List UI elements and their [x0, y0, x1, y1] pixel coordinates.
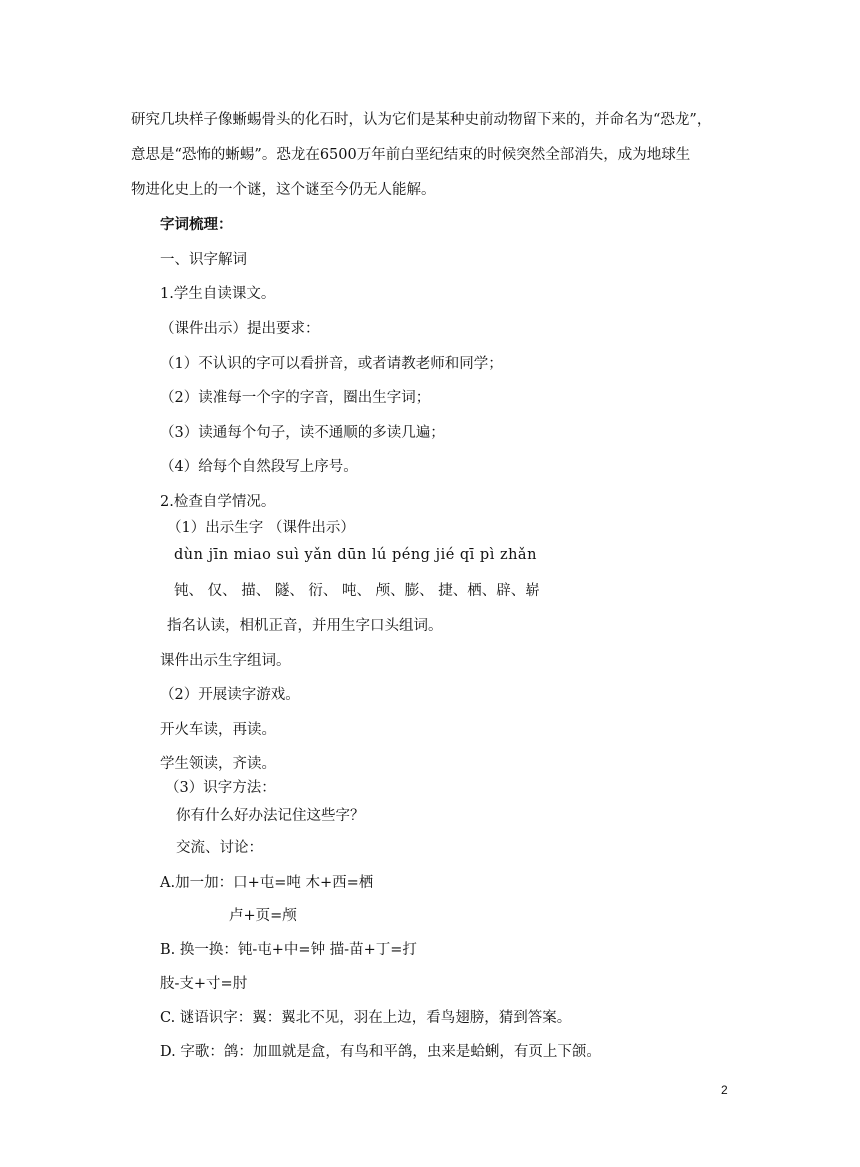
text-line: 指名认读，相机正音，并用生字口头组词。: [167, 618, 443, 634]
requirement-item: （4）给每个自然段写上序号。: [160, 459, 358, 475]
paragraph-line: 研究几块样子像蜥蜴骨头的化石时，认为它们是某种史前动物留下来的，并命名为“恐龙”，: [131, 112, 712, 128]
paragraph-line: 意思是“恐怖的蜥蜴”。恐龙在6500万年前白垩纪结束的时候突然全部消失，成为地球生: [131, 147, 691, 163]
text-line: 交流、讨论：: [176, 840, 263, 856]
requirement-item: （3）读通每个句子，读不通顺的多读几遍；: [160, 425, 445, 441]
text-line: 课件出示生字组词。: [160, 653, 291, 669]
page-number: 2: [721, 1083, 728, 1097]
pinyin-line: dùn jīn miao suì yǎn dūn lú péng jié qī pì zhǎn: [174, 547, 537, 563]
example-line: C. 谜语识字：翼：翼北不见，羽在上边，看鸟翅膀，猜到答案。: [160, 1010, 572, 1026]
text-line: 学生领读，齐读。: [160, 756, 276, 772]
section-heading: 字词梳理：: [160, 216, 233, 233]
text-line: 你有什么好办法记住这些字？: [176, 808, 365, 824]
text-line: 开火车读，再读。: [160, 722, 276, 738]
subsection-heading: 一、识字解词: [160, 252, 247, 268]
text-line: （2）开展读字游戏。: [160, 687, 300, 703]
text-line: （1）出示生字 （课件出示）: [167, 520, 355, 536]
requirement-item: （1）不认识的字可以看拼音，或者请教老师和同学；: [160, 356, 503, 372]
requirement-item: （2）读准每一个字的字音，圈出生字词；: [160, 390, 431, 406]
example-line: B. 换一换：钝-屯+中=钟 描-苗+丁=打: [160, 942, 417, 958]
text-line: （3）识字方法：: [165, 780, 276, 796]
example-line: D. 字歌：鸽：加皿就是盒，有鸟和平鸽，虫来是蛤蜊，有页上下颌。: [160, 1044, 601, 1060]
example-line: A.加一加：口+屯=吨 木+西=栖: [160, 875, 374, 891]
step-item: 2.检查自学情况。: [160, 494, 276, 510]
step-item: 1.学生自读课文。: [160, 286, 276, 302]
example-line: 肢-支+寸=肘: [160, 976, 248, 992]
text-line: （课件出示）提出要求：: [160, 321, 320, 337]
example-line: 卢+页=颅: [229, 908, 297, 924]
character-line: 钝、 仅、 描、 隧、 衍、 吨、 颅、膨、 捷、栖、辟、崭: [174, 583, 540, 599]
paragraph-line: 物进化史上的一个谜，这个谜至今仍无人能解。: [131, 182, 436, 198]
